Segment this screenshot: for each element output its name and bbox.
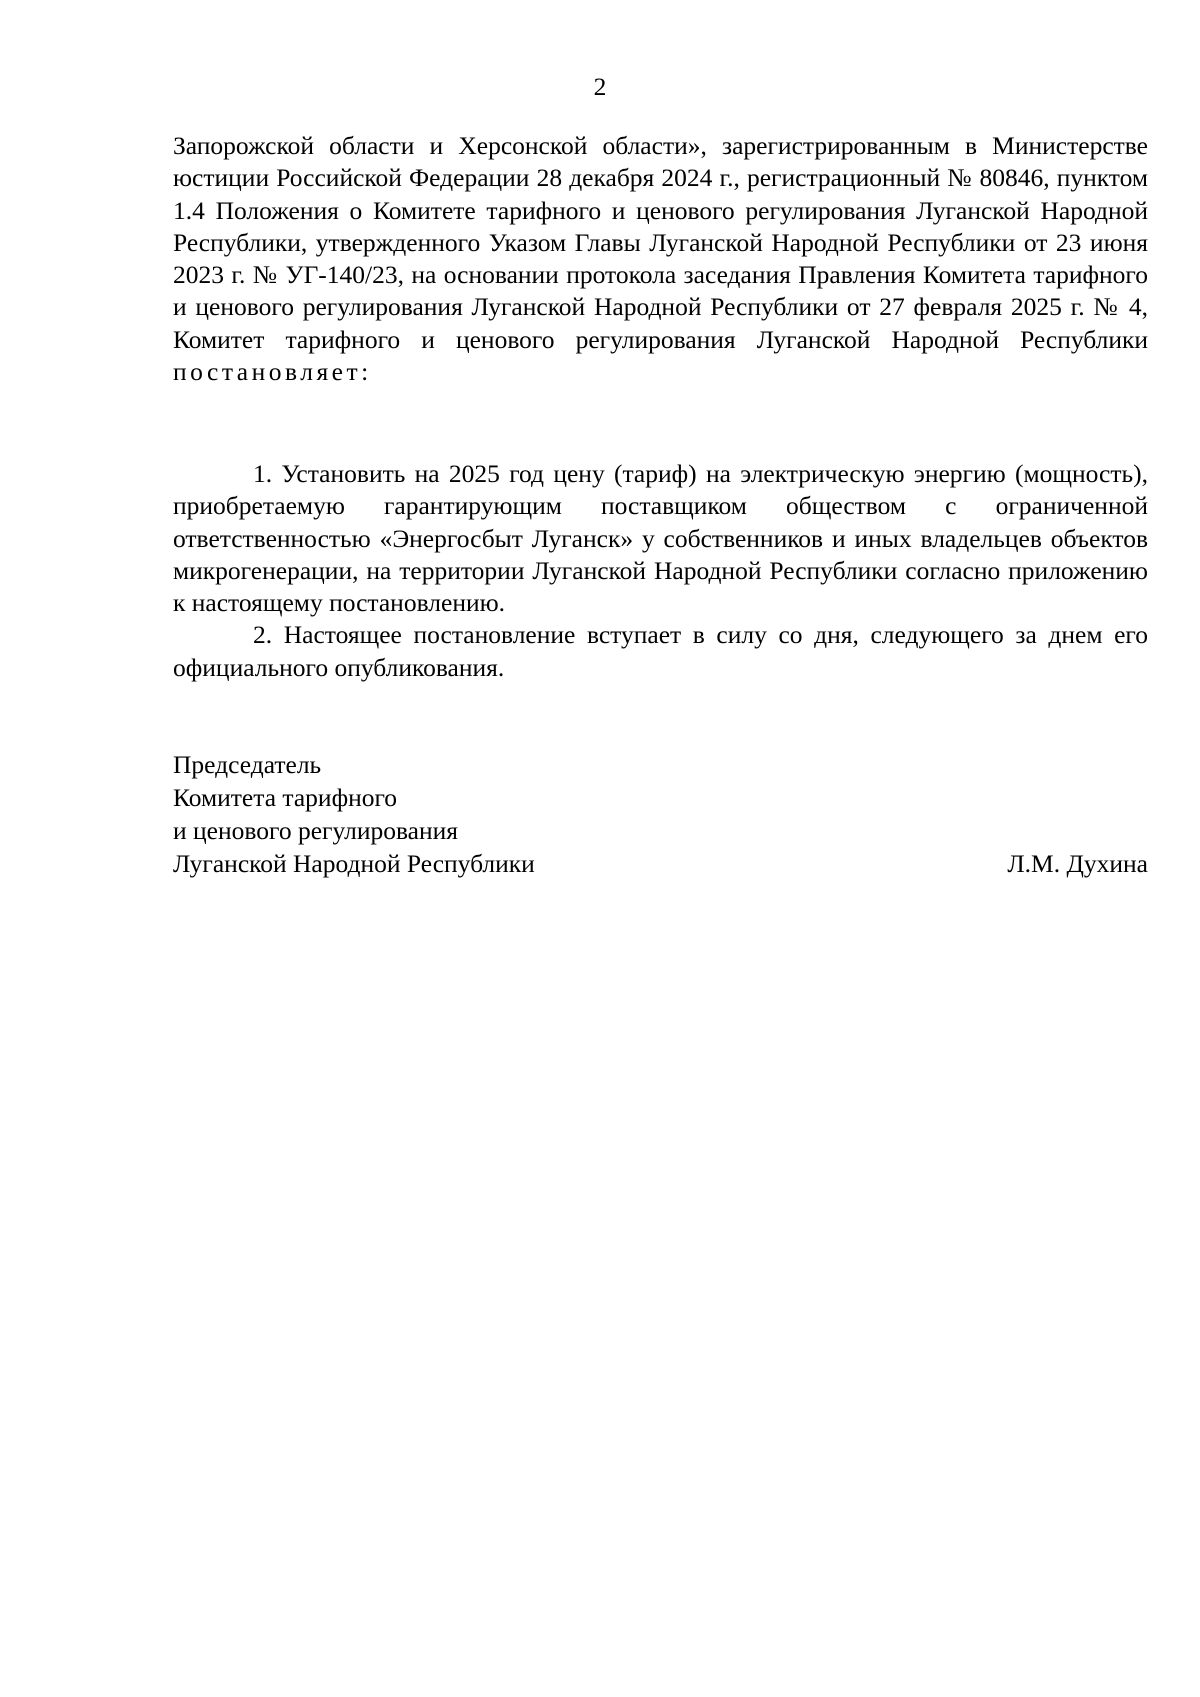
- signatory-final-line: [173, 847, 1148, 880]
- signatory-name: Л.М. Духина: [1007, 849, 1148, 878]
- preamble-paragraph: [173, 130, 1148, 388]
- preamble-text: Запорожской области и Херсонской области», зарегистрированным в Министерстве юстиции Российской Федерации 28 декабря 2024 г., регистрационный № 80846, пунктом 1.4 Положения о Комитете тарифного и ценового регулирования Луганской Народной Республики, утвержденного Указом Главы Луганской Народной Республики от 23 июня 2023 г. № УГ-140/23, на основании протокола заседания Правления Комитета тарифного и ценового регулирования Луганской Народной Республики от 27 февраля 2025 г. № 4, Комитет тарифного и ценового регулирования Луганской Народной Республики: [173, 131, 1148, 354]
- signatory-title-line-4: Луганской Народной Республики: [173, 849, 535, 878]
- signatory-title-line-1: Председатель: [173, 750, 322, 779]
- resolution-item-1: 1. Установить на 2025 год цену (тариф) на электрическую энергию (мощность), приобретаемую гарантирующим поставщиком обществом с ограниченной ответственностью «Энергосбыт Луганск» у собственников и иных владельцев объектов микрогенерации, на территории Луганской Народной Республики согласно приложению к настоящему постановлению.: [173, 459, 1148, 618]
- resolution-item-2: 2. Настоящее постановление вступает в силу со дня, следующего за днем его официального опубликования.: [173, 620, 1148, 682]
- page-number: 2: [593, 72, 607, 101]
- signatory-title-line-2: Комитета тарифного: [173, 783, 398, 812]
- preamble-ending: :: [361, 357, 369, 387]
- signature-block: [173, 748, 1148, 880]
- preamble-block: [173, 130, 1148, 388]
- decree-word: постановляет: [173, 357, 362, 387]
- resolution-items: [173, 458, 1148, 684]
- signatory-title-line-3: и ценового регулирования: [173, 816, 459, 845]
